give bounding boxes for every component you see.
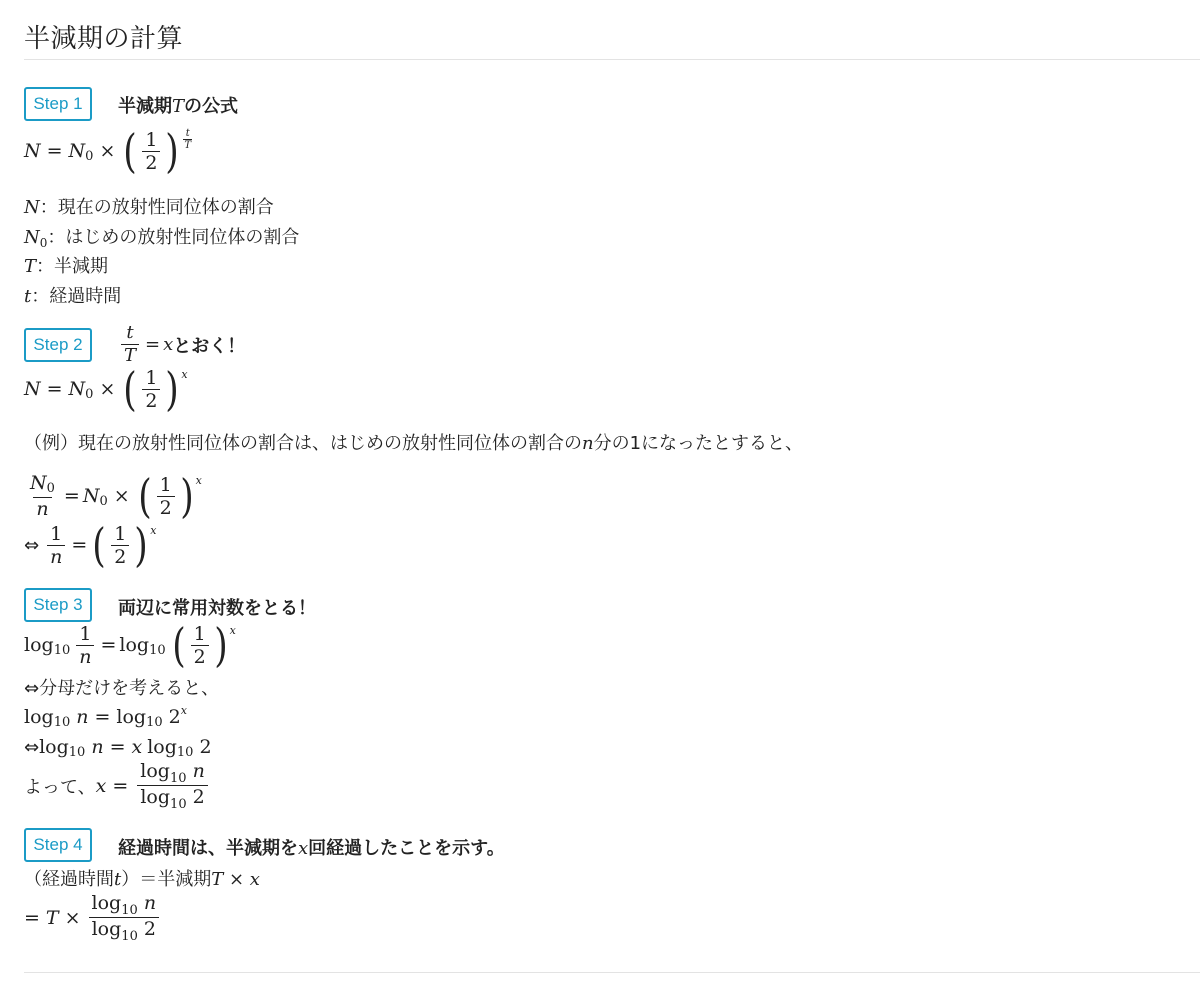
log: log (140, 760, 170, 782)
title-divider (24, 59, 1200, 60)
step-2-heading (118, 322, 245, 367)
frac-num: 1 (50, 522, 63, 545)
exp-num: t (185, 128, 190, 139)
formula-log-both-sides (24, 618, 236, 672)
fraction-half (111, 523, 129, 568)
paren-close: ) (179, 469, 194, 523)
math-n: n (91, 736, 104, 758)
log: log (147, 736, 177, 758)
frac-den: T (121, 344, 139, 367)
log-base: 10 (53, 642, 71, 658)
formula-log-n-eq-x-log-2 (24, 736, 212, 758)
frac-num-sub: 0 (46, 481, 55, 496)
formula-elapsed-time (24, 892, 162, 943)
log: log (91, 892, 122, 914)
log-base: 10 (149, 642, 166, 658)
log: log (91, 918, 122, 940)
math-eq: = (71, 534, 88, 556)
math-n: n (76, 706, 89, 728)
frac-num: 1 (114, 522, 127, 545)
log-base: 10 (169, 771, 187, 786)
frac-num: 1 (159, 473, 172, 496)
definition-t (24, 285, 121, 309)
log-base: 10 (146, 714, 163, 730)
example-var: n (582, 433, 594, 454)
iff-symbol: ⇔ (24, 534, 40, 556)
def-var: T (24, 256, 37, 277)
log-base: 10 (176, 744, 194, 760)
math-times: × (99, 378, 116, 400)
fraction-log-n-over-log-2 (137, 760, 208, 811)
math-N: N (24, 378, 41, 400)
log-base: 10 (68, 744, 86, 760)
paren-open: ( (171, 618, 186, 672)
log: log (116, 706, 147, 728)
step-3-iff-text: ⇔分母だけを考えると、 (24, 678, 220, 699)
math-times: × (113, 485, 130, 507)
math-times: × (99, 140, 116, 162)
frac-den: n (33, 497, 51, 520)
line1-var: t (114, 869, 122, 890)
math-sub: 0 (85, 386, 94, 402)
definition-T (24, 255, 108, 279)
math-eq: = (63, 485, 80, 507)
def-text: ：半減期 (36, 256, 109, 277)
paren-open: ( (123, 124, 138, 178)
log: log (140, 786, 171, 808)
footer-divider (24, 972, 1200, 973)
exponent-x: x (229, 624, 236, 637)
fraction-1-over-n (47, 523, 65, 568)
def-sub: 0 (39, 236, 48, 250)
exponent-x: x (150, 524, 157, 537)
log-base: 10 (121, 929, 138, 944)
paren-open: ( (92, 518, 106, 572)
math-eq: = (145, 334, 161, 355)
so-text: よって、 (24, 776, 96, 798)
math-N0: N (68, 140, 86, 162)
step-4-line-1 (24, 868, 260, 892)
step-1-heading-var: T (172, 96, 185, 117)
frac-den: 2 (111, 545, 129, 568)
def-var: t (24, 286, 32, 307)
def-text: ：はじめの放射性同位体の割合 (47, 227, 300, 248)
step-1-heading-post: の公式 (184, 96, 239, 117)
frac-den: n (76, 645, 94, 668)
step-4-badge: Step 4 (24, 828, 92, 862)
formula-example (24, 469, 202, 523)
exponent-t-over-T (183, 128, 192, 151)
step-2-heading-post: とおく！ (173, 335, 246, 357)
math-N0: N (82, 485, 100, 507)
frac-den: 2 (142, 389, 160, 412)
frac-num: 1 (79, 622, 92, 645)
frac-den: 2 (191, 645, 209, 668)
step-1-badge: Step 1 (24, 87, 92, 121)
example-post: 分の1になったとすると、 (593, 433, 804, 454)
paren-open: ( (123, 362, 138, 416)
page-title: 半減期の計算 (24, 24, 184, 54)
frac-den: 2 (157, 496, 175, 519)
log: log (24, 634, 54, 656)
def-var: N (24, 197, 40, 218)
math-two: 2 (143, 918, 156, 940)
step-4-heading-pre: 経過時間は、半減期を (118, 838, 298, 859)
step-3-heading: 両辺に常用対数をとる！ (118, 598, 316, 619)
formula-half-life (24, 124, 192, 178)
log: log (39, 736, 69, 758)
fraction-1-over-n (76, 623, 94, 668)
paren-close: ) (213, 618, 228, 672)
formula-substituted (24, 362, 188, 416)
fraction-half (157, 474, 175, 519)
math-eq: = (94, 706, 111, 728)
def-text: ：現在の放射性同位体の割合 (39, 197, 274, 218)
definition-N (24, 196, 274, 220)
math-sub: 0 (99, 493, 108, 509)
log: log (119, 634, 150, 656)
line1-pre: （経過時間 (24, 869, 114, 890)
paren-close: ) (134, 518, 149, 572)
math-eq: = (100, 634, 117, 656)
frac-num: 1 (193, 622, 206, 645)
log-base: 10 (53, 714, 71, 730)
math-x: x (95, 774, 107, 797)
math-eq: = (109, 736, 126, 758)
def-var: N (24, 227, 40, 248)
paren-close: ) (165, 124, 180, 178)
log: log (24, 706, 54, 728)
math-sub: 0 (85, 148, 94, 164)
formula-example-simplified (24, 518, 157, 572)
paren-open: ( (137, 469, 152, 523)
step-1-heading (118, 92, 238, 118)
frac-num: N (30, 472, 47, 494)
step-1-heading-pre: 半減期 (118, 96, 172, 117)
frac-num: t (126, 322, 134, 343)
example-pre: （例）現在の放射性同位体の割合は、はじめの放射性同位体の割合の (24, 433, 582, 454)
step-4-heading-var: x (298, 838, 309, 859)
fraction-N0-over-n (27, 472, 58, 520)
formula-x-result (24, 760, 211, 811)
math-eq: = (24, 906, 40, 929)
line1-post: T × x (211, 869, 260, 890)
exponent-x: x (180, 704, 187, 717)
log-base: 10 (121, 903, 138, 918)
example-text (24, 432, 803, 456)
frac-den: n (47, 545, 65, 568)
fraction-t-over-T (121, 322, 139, 367)
step-3-badge: Step 3 (24, 588, 92, 622)
exponent-x: x (195, 474, 202, 487)
math-eq: = (112, 774, 129, 797)
math-two: 2 (192, 786, 205, 808)
frac-num: 1 (145, 366, 158, 389)
step-2-badge: Step 2 (24, 328, 92, 362)
step-4-heading (118, 834, 505, 860)
math-n: n (143, 892, 157, 914)
log-base: 10 (170, 797, 187, 812)
exp-den: T (184, 140, 192, 151)
math-x: x (163, 334, 174, 355)
math-times: × (64, 906, 81, 929)
math-N: N (24, 140, 41, 162)
math-eq: = (46, 140, 63, 162)
exponent-x: x (181, 368, 188, 381)
math-T: T (45, 906, 59, 929)
math-n: n (192, 760, 205, 782)
fraction-half (191, 623, 209, 668)
math-eq: = (46, 378, 63, 400)
math-two: 2 (168, 706, 181, 728)
math-N0: N (68, 378, 86, 400)
line1-mid: ）＝半減期 (121, 869, 212, 890)
math-x: x (131, 736, 143, 758)
paren-close: ) (165, 362, 180, 416)
frac-den: 2 (142, 151, 160, 174)
math-two: 2 (199, 736, 212, 758)
fraction-half (142, 367, 160, 412)
definition-N0 (24, 226, 299, 251)
frac-num: 1 (145, 128, 158, 151)
def-text: ：経過時間 (31, 286, 122, 307)
fraction-half (142, 129, 160, 174)
formula-log-n-eq-log-2x (24, 706, 187, 728)
fraction-log-n-over-log-2 (89, 892, 160, 943)
step-4-heading-post: 回経過したことを示す。 (308, 838, 505, 859)
iff-symbol: ⇔ (24, 736, 40, 758)
